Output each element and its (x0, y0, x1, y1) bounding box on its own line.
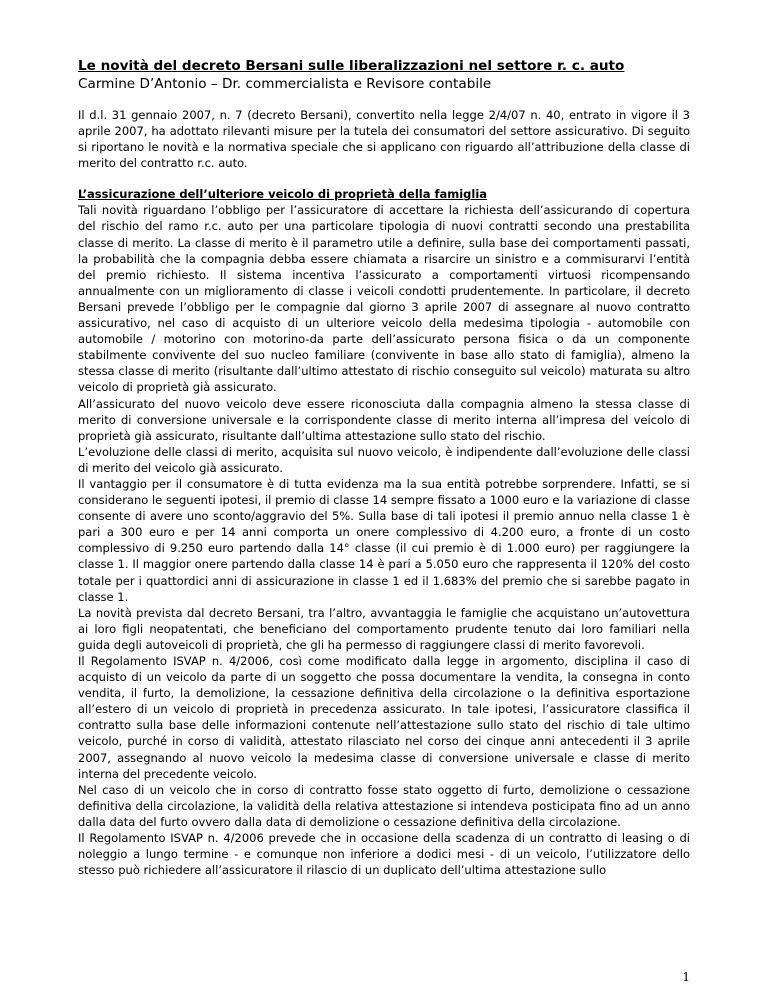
document-page (78, 58, 690, 878)
page-number: 1 (682, 970, 690, 984)
intro-paragraph: Il d.l. 31 gennaio 2007, n. 7 (decreto Bersani), convertito nella legge 2/4/07 n. 40, entrato in vigore il 3 aprile 2007, ha adottato rilevanti misure per la tutela dei consumatori del settore assicurativo. Di seguito si riportano le novità e la normativa speciale che si applicano con riguardo all’attribuzione della classe di merito del contratto r.c. auto. (78, 108, 690, 171)
body-paragraph: La novità prevista dal decreto Bersani, tra l’altro, avvantaggia le famiglie che acquistano un’autovettura ai loro figli neopatentati, che beneficiano del comportamento prudente tenuto dai loro familiari nella guida degli autoveicoli di proprietà, che gli ha permesso di raggiungere classi di merito favorevoli. (78, 605, 690, 652)
section-heading: L’assicurazione dell’ulteriore veicolo di proprietà della famiglia (78, 187, 488, 202)
body-paragraph: All’assicurato del nuovo veicolo deve essere riconosciuta dalla compagnia almeno la stessa classe di merito di conversione universale e la corrispondente classe di merito interna all’impresa del veicolo di proprietà già assicurato, risultante dall’ultima attestazione sullo stato del rischio. (78, 396, 690, 443)
body-paragraph: Il Regolamento ISVAP n. 4/2006 prevede che in occasione della scadenza di un contratto di leasing o di noleggio a lungo termine - e comunque non inferiore a dodici mesi - di un veicolo, l’utilizzatore dello stesso può richiedere all’assicuratore il rilascio di un duplicato dell’ultima attestazione sullo (78, 831, 690, 878)
body-paragraph: Il vantaggio per il consumatore è di tutta evidenza ma la sua entità potrebbe sorprendere. Infatti, se si considerano le seguenti ipotesi, il premio di classe 14 sempre fissato a 1000 euro e la variazione di classe consente di avere uno sconto/aggravio del 5%. Sulla base di tali ipotesi il premio annuo nella classe 1 è pari a 300 euro e per 14 anni comporta un onere complessivo di 4.200 euro, a fronte di un costo complessivo di 9.250 euro partendo dalla 14° classe (il cui premio è di 1.000 euro) per raggiungere la classe 1. Il maggior onere partendo dalla classe 14 è pari a 5.050 euro che rappresenta il 120% del costo totale per i quattordici anni di assicurazione in classe 1 ed il 1.683% del premio che si sarebbe pagato in classe 1. (78, 476, 690, 604)
body-paragraph: Tali novità riguardano l’obbligo per l’assicuratore di accettare la richiesta dell’assicurando di copertura del rischio del ramo r.c. auto per una particolare tipologia di nuovi contratti secondo una prestabilita classe di merito. La classe di merito è il parametro utile a definire, sulla base dei comportamenti passati, la probabilità che la compagnia debba essere chiamata a risarcire un sinistro e a commisurarvi l’entità del premio richiesto. Il sistema incentiva l’assicurato a comportamenti virtuosi ricompensando annualmente con un miglioramento di classe i veicoli condotti prudentemente. In particolare, il decreto Bersani prevede l’obbligo per le compagnie dal giorno 3 aprile 2007 di assegnare al nuovo contratto assicurativo, nel caso di acquisto di un ulteriore veicolo della medesima tipologia - automobile con automobile / motorino con motorino-da parte dell’assicurato persona fisica o da un componente stabilmente convivente del suo nucleo familiare (convivente in base allo stato di famiglia), almeno la stessa classe di merito (risultante dall’ultimo attestato di rischio conseguito sul veicolo) maturata su altro veicolo di proprietà già assicurato. (78, 203, 690, 395)
document-title: Le novità del decreto Bersani sulle liberalizzazioni nel settore r. c. auto (78, 58, 625, 74)
body-paragraph: L’evoluzione delle classi di merito, acquisita sul nuovo veicolo, è indipendente dall’evoluzione delle classi di merito del veicolo già assicurato. (78, 444, 690, 475)
body-paragraph: Nel caso di un veicolo che in corso di contratto fosse stato oggetto di furto, demolizione o cessazione definitiva della circolazione, la validità della relativa attestazione si intendeva posticipata fino ad un anno dalla data del furto ovvero dalla data di demolizione o cessazione definitiva della circolazione. (78, 782, 690, 829)
document-author: Carmine D’Antonio – Dr. commercialista e Revisore contabile (78, 76, 492, 92)
body-paragraph: Il Regolamento ISVAP n. 4/2006, così come modificato dalla legge in argomento, disciplina il caso di acquisto di un veicolo da parte di un soggetto che possa documentare la vendita, la consegna in conto vendita, il furto, la demolizione, la cessazione definitiva della circolazione o la definitiva esportazione all’estero di un veicolo di proprietà in precedenza assicurato. In tale ipotesi, l’assicuratore classifica il contratto sulla base delle informazioni contenute nell’attestazione sullo stato del rischio di tale ultimo veicolo, purché in corso di validità, attestato rilasciato nel corso dei cinque anni antecedenti il 3 aprile 2007, assegnando al nuovo veicolo la medesima classe di conversione universale e classe di merito interna del precedente veicolo. (78, 654, 690, 781)
